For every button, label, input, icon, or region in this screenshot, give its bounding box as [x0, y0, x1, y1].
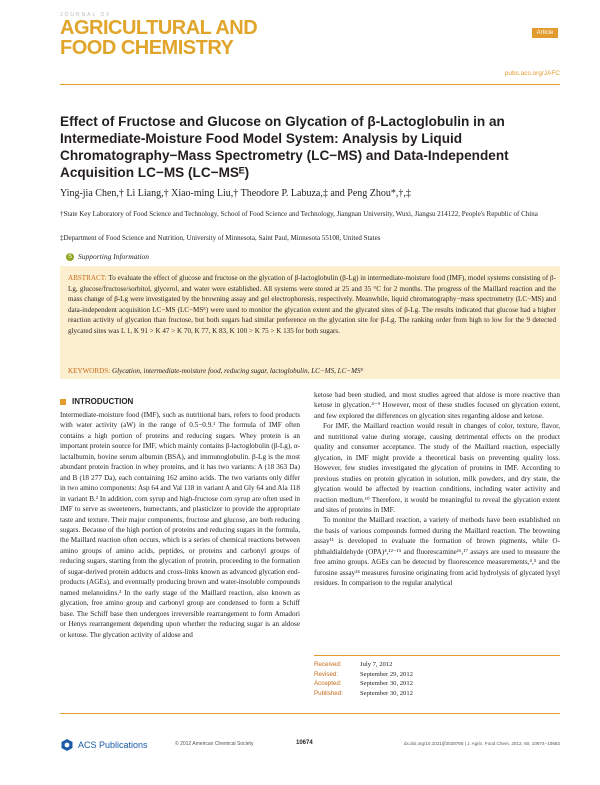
intro-heading-text: INTRODUCTION [72, 397, 134, 406]
paragraph: To monitor the Maillard reaction, a variety of methods have been established on the basis of various compounds formed during the Maillard reaction. The browning assay¹¹ is developed to evaluate the formation of brown pigments, while O-phthaldialdehyde (OPA)⁴,¹²⁻¹⁵ and fluorescamine¹⁶,¹⁷ assays are used to measure the free amino groups. AGEs can be detected by fluorescence measurements,⁴,⁵ and the furosine assay¹⁴ measures furosine originating from acid hydrolysis of glycated lysyl residues. In comparison to the regular analytical [314, 516, 560, 588]
doi-citation[interactable]: dx.doi.org/10.1021/jf3028765 | J. Agric. Food Chem. 2012, 60, 10674−10682 [403, 741, 560, 746]
abstract [68, 273, 556, 336]
keywords-text: Glycation, intermediate-moisture food, reducing sugar, lactoglobulin, LC−MS, LC−MSᴱ [111, 367, 364, 375]
supporting-info-link[interactable] [66, 252, 149, 261]
date-row-revised: Revised: September 29, 2012 [314, 670, 413, 678]
paragraph: ketose had been studied, and most studies agreed that aldose is more reactive than ketose in glycation.⁴⁻⁹ However, most of these studies focused on glycation extent, and few explored the differences on glycation sites regarding aldose and ketose. [314, 391, 560, 420]
date-row-accepted: Accepted: September 30, 2012 [314, 680, 413, 687]
journal-name-line1: AGRICULTURAL AND [60, 17, 258, 39]
paragraph: Intermediate-moisture food (IMF), such as nutritional bars, refers to food products with water activity (aW) in the range of 0.5−0.9.¹ The formula of IMF often contains a high portion of proteins and reducing sugars. Whey protein is an important protein source for IMF, which mainly contains β-lactoglobulin (β-Lg), α-lactalbumin, bovine serum albumin (BSA), and immunoglobulin. β-Lg is the most abundant protein fraction in whey proteins, and it has two variants: A (18 363 Da) and B (18 277 Da), each containing 162 amino acids. The two variants only differ in two amino components: Asp 64 and Val 118 in variant A and Gly 64 and Ala 118 in variant B.² In addition, corn syrup and high-fructose corn syrup are often used in IMF to serve as sweeteners, humectants, and plasticizer to provide the appropriate taste and texture. Their major components, fructose and glucose, are both reducing sugars. Because of the high portion of proteins and reducing sugars in the formula, the Maillard reaction often occurs, which is a series of chemical reactions between amino groups of amino acids, peptides, or proteins and carbonyl groups of reducing sugars, starting from the glycation of protein, proceeding to the formation of sugar-derived protein adducts and cross-links known as advanced glycation end-products (AGEs), and eventually producing brown and water-insoluble compounds named melanoidins.³ In the early stage of the Maillard reaction, also known as glycation, free amino group and carbonyl group are condensed to form a Schiff base. The Schiff base then undergoes irreversible rearrangement to form Amadori or Henys rearrangement depending upon whether the reducing sugar is an aldose or ketose. The glycation activity of aldose and [60, 411, 300, 639]
supporting-info-label: Supporting Information [78, 252, 150, 261]
acs-hexagon-icon [60, 738, 74, 752]
column-left [60, 410, 300, 640]
journal-small-caps: JOURNAL OF [60, 12, 112, 18]
paragraph: For IMF, the Maillard reaction would result in changes of color, texture, flavor, and nutritional value during storage, causing detrimental effects on the product quality and consumer acceptance. The study of the Maillard reaction, especially glycation, in IMF might provide a theoretical basis on preventing quality loss. However, few studies investigated the glycation of proteins in IMF. According to previous studies on protein glycation in solution, milk powders, and dry state, the glycation would be affected by reaction conditions, including water activity and reaction medium.¹⁰ Therefore, it would be meaningful to reveal the glycation extent and sites of proteins in IMF. [314, 422, 560, 514]
article-type-badge: Article [532, 28, 558, 38]
page-number: 10674 [296, 740, 313, 746]
keywords-label: KEYWORDS: [68, 367, 111, 375]
supporting-info-icon: S [67, 253, 72, 260]
abstract-text: To evaluate the effect of glucose and fructose on the glycation of β-lactoglobulin (β-Lg) in intermediate-moisture food (IMF), model systems consisting of β-Lg, glucose/fructose/sorbitol, glycerol, and water were established. All systems were stored at 25 and 35 °C for 2 months. The progress of the Maillard reaction and the mass change of β-Lg were investigated by the browning assay and gel electrophoresis, respectively. Meanwhile, liquid chromatography−mass spectrometry (LC−MS) and data-independent acquisition LC−MS (LC−MSᴱ) were used to monitor the glycation extent and the glycated sites of β-Lg. The results indicated that glucose had a higher reaction activity of glycation than fructose, but both sugars had similar preference on the glycation site for β-Lg. The ranking order from high to low for the 9 detected glycated sites was L 1, K 91 > K 47 > K 70, K 77, K 83, K 100 > K 75 > K 135 for both sugars. [68, 274, 556, 335]
copyright: © 2012 American Chemical Society [175, 741, 254, 747]
affiliation-1: †State Key Laboratory of Food Science and Technology, School of Food Science and Technology, Jiangnan University, Wuxi, Jiangsu 214122, People's Republic of China [60, 210, 538, 218]
keywords [68, 366, 556, 376]
date-row-published: Published: September 30, 2012 [314, 689, 413, 697]
date-row-received: Received: July 7, 2012 [314, 661, 393, 668]
column-right [314, 390, 560, 589]
affiliation-2: ‡Department of Food Science and Nutrition, University of Minnesota, Saint Paul, Minnesota 55108, United States [60, 234, 381, 242]
publisher-name: ACS Publications [78, 740, 148, 750]
author-list: Ying-jia Chen,† Li Liang,† Xiao-ming Liu,† Theodore P. Labuza,‡ and Peng Zhou*,†,‡ [60, 188, 411, 199]
abstract-label: ABSTRACT: [68, 274, 107, 282]
header-divider [60, 84, 560, 85]
publication-dates [314, 655, 560, 698]
journal-name-line2: FOOD CHEMISTRY [60, 37, 234, 59]
journal-url-link[interactable]: pubs.acs.org/JAFC [504, 70, 560, 77]
article-title: Effect of Fructose and Glucose on Glycation of β-Lactoglobulin in an Intermediate-Moisture Food Model System: Analysis by Liquid Chromatography−Mass Spectrometry (LC−MS) and Data-Independent Acquisition LC−MS (LC−MSᴱ) [60, 114, 509, 180]
intro-heading [60, 397, 133, 406]
acs-publications-logo[interactable] [60, 738, 148, 752]
footer-divider [60, 713, 560, 714]
journal-logo [60, 18, 257, 58]
section-square-icon [60, 399, 66, 405]
